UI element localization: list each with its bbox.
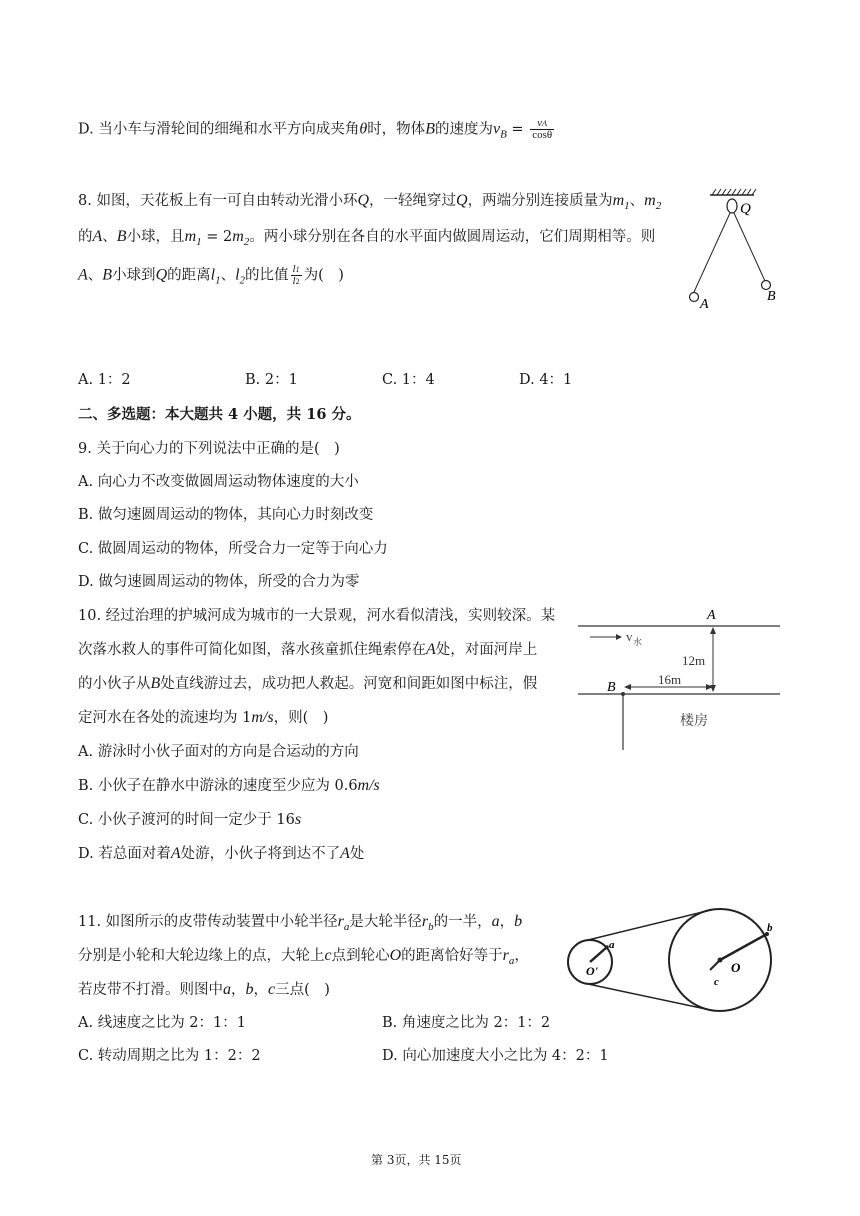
- belt-top: [588, 909, 715, 940]
- q8-pendulum-diagram: [686, 186, 786, 316]
- ball-a: [690, 293, 699, 302]
- q10-line-2: 次落水救人的事件可简化如图，落水孩童抓住绳索停在A处，对面河岸上: [78, 641, 538, 658]
- velocity-fraction: $\frac{vA}{\cos\theta}$: [532, 117, 553, 141]
- q8-line-3: A、B小球到Q的距离$l_1$、$l_2$的比值 $\frac{l1}{l2}$ 为( ): [78, 263, 344, 287]
- section-heading: 二、多选题：本大题共 4 小题，共 16 分。: [78, 406, 361, 423]
- label-c: c: [714, 976, 719, 988]
- q8-line-2: 的A、B小球，且$m_1 = 2m_2$。两小球分别在各自的水平面内做圆周运动，它们周期相等。则: [78, 228, 656, 248]
- velocity-label: v: [626, 629, 633, 644]
- q10-line-1: 10. 经过治理的护城河成为城市的一大景观，河水看似清浅，实则较深。某: [78, 608, 556, 624]
- q11-line-3: 若皮带不打滑。则图中a，b，c三点( ): [78, 981, 330, 998]
- q9-option-a: A. 向心力不改变做圆周运动物体速度的大小: [78, 474, 359, 490]
- radius-b: [720, 934, 767, 960]
- q11-line-1: 11. 如图所示的皮带传动装置中小轮半径$r_a$是大轮半径$r_b$的一半，a，b: [78, 913, 523, 933]
- point-b-label: B: [607, 680, 616, 695]
- q11-option-d: D. 向心加速度大小之比为 4：2：1: [382, 1048, 609, 1064]
- svg-text:水: 水: [633, 637, 643, 647]
- q9-stem: 9. 关于向心力的下列说法中正确的是( ): [78, 441, 340, 457]
- point-a-label: A: [707, 608, 716, 623]
- q8-option-a: A. 1：2: [78, 372, 131, 388]
- q11-line-2: 分别是小轮和大轮边缘上的点，大轮上c点到轮心O的距离恰好等于$r_a$，: [78, 947, 529, 967]
- string-b: [734, 213, 765, 281]
- ring-q: [727, 199, 737, 213]
- width-label: 12m: [682, 653, 706, 668]
- q9-option-b: B. 做匀速圆周运动的物体，其向心力时刻改变: [78, 507, 374, 523]
- q10-river-diagram: [576, 604, 786, 752]
- distance-label: 16m: [658, 672, 682, 687]
- label-b: b: [767, 922, 773, 934]
- belt-bottom: [588, 984, 715, 1011]
- label-o-prime: O': [586, 964, 598, 978]
- q10-option-a: A. 游泳时小伙子面对的方向是合运动的方向: [78, 744, 359, 760]
- q8-option-d: D. 4：1: [519, 372, 573, 388]
- q8-option-b: B. 2：1: [245, 372, 298, 388]
- page-footer: 第 3页，共 15页: [371, 1153, 462, 1167]
- label-b: B: [767, 289, 776, 304]
- q10-line-4: 定河水在各处的流速均为 1m/s，则( ): [78, 709, 329, 726]
- q11-option-a: A. 线速度之比为 2：1：1: [78, 1015, 246, 1031]
- q10-option-d: D. 若总面对着A处游，小伙子将到达不了A处: [78, 845, 365, 862]
- q9-option-c: C. 做圆周运动的物体，所受合力一定等于向心力: [78, 541, 388, 557]
- label-a: A: [700, 297, 709, 312]
- q8-option-c: C. 1：4: [382, 372, 435, 388]
- q10-option-c: C. 小伙子渡河的时间一定少于 16s: [78, 811, 302, 828]
- label-a: a: [609, 939, 615, 951]
- q11-option-b: B. 角速度之比为 2：1：2: [382, 1015, 551, 1031]
- q7-option-d: D. 当小车与滑轮间的细绳和水平方向成夹角θ时，物体B的速度为$v_B$ = $\frac{vA}{\cos\theta}$: [78, 117, 553, 141]
- building-label: 楼房: [680, 713, 708, 729]
- q8-line-1: 8. 如图，天花板上有一可自由转动光滑小环Q，一轻绳穿过Q，两端分别连接质量为$m_1$、$m_2$: [78, 192, 662, 212]
- label-q: Q: [740, 201, 751, 217]
- q10-line-3: 的小伙子从B处直线游过去，成功把人救起。河宽和间距如图中标注，假: [78, 675, 538, 692]
- q9-option-d: D. 做匀速圆周运动的物体，所受的合力为零: [78, 574, 360, 590]
- string-a: [694, 213, 730, 292]
- radius-a: [590, 947, 607, 962]
- q10-option-b: B. 小伙子在静水中游泳的速度至少应为 0.6m/s: [78, 777, 380, 794]
- q11-option-c: C. 转动周期之比为 1：2：2: [78, 1048, 261, 1064]
- ratio-fraction: $\frac{l1}{l2}$: [292, 263, 300, 287]
- q11-belt-diagram: [560, 900, 786, 1020]
- label-o: O: [731, 960, 741, 975]
